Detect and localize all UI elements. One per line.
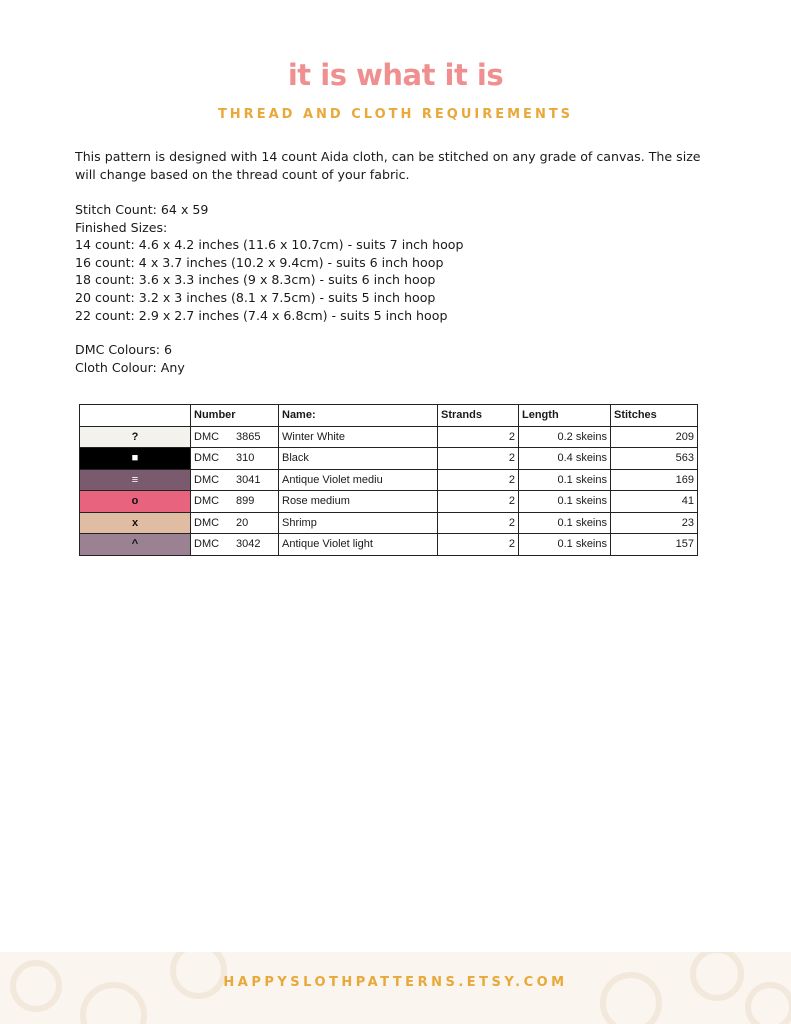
- strands-cell: 2: [438, 469, 519, 491]
- symbol-swatch: [80, 491, 191, 513]
- dmc-colours: DMC Colours: 6: [75, 342, 173, 357]
- header-name: Name:: [279, 405, 438, 427]
- table-row: [80, 491, 698, 513]
- header-symbol: [80, 405, 191, 427]
- symbol-swatch: [80, 426, 191, 448]
- symbol-glyph: o: [131, 495, 139, 508]
- size-line: 20 count: 3.2 x 3 inches (8.1 x 7.5cm) - suits 5 inch hoop: [75, 289, 436, 305]
- stitches-cell: 169: [611, 469, 698, 491]
- dmc-code: 20: [236, 516, 249, 529]
- colour-info: [75, 341, 185, 376]
- table-row: [80, 448, 698, 470]
- table-row: [80, 512, 698, 534]
- cloth-colour: Cloth Colour: Any: [75, 359, 185, 375]
- dmc-code: 310: [236, 452, 255, 465]
- dmc-code: 3865: [236, 430, 261, 443]
- thread-name: Antique Violet mediu: [279, 469, 438, 491]
- strands-cell: 2: [438, 491, 519, 513]
- brand-label: DMC: [194, 473, 220, 486]
- strands-cell: 2: [438, 534, 519, 556]
- table-row: [80, 426, 698, 448]
- thread-name: Antique Violet light: [279, 534, 438, 556]
- symbol-swatch: [80, 448, 191, 470]
- header-stitches: Stitches: [611, 405, 698, 427]
- symbol-glyph: ≡: [131, 473, 139, 486]
- symbol-glyph: ■: [131, 452, 139, 465]
- number-cell: [191, 426, 279, 448]
- stitches-cell: 209: [611, 426, 698, 448]
- table-row: [80, 534, 698, 556]
- dmc-code: 3042: [236, 538, 261, 551]
- length-cell: 0.1 skeins: [519, 469, 611, 491]
- symbol-swatch: [80, 534, 191, 556]
- strands-cell: 2: [438, 512, 519, 534]
- symbol-glyph: ?: [131, 430, 139, 443]
- brand-label: DMC: [194, 538, 220, 551]
- strands-cell: 2: [438, 426, 519, 448]
- size-line: 18 count: 3.6 x 3.3 inches (9 x 8.3cm) - suits 6 inch hoop: [75, 272, 436, 288]
- stitches-cell: 157: [611, 534, 698, 556]
- number-cell: [191, 491, 279, 513]
- number-cell: [191, 512, 279, 534]
- header-number: Number: [191, 405, 279, 427]
- symbol-swatch: [80, 512, 191, 534]
- size-line: 14 count: 4.6 x 4.2 inches (11.6 x 10.7cm) - suits 7 inch hoop: [75, 237, 464, 253]
- dmc-code: 3041: [236, 473, 261, 486]
- thread-name: Winter White: [279, 426, 438, 448]
- number-cell: [191, 534, 279, 556]
- thread-table: [79, 404, 698, 556]
- length-cell: 0.2 skeins: [519, 426, 611, 448]
- thread-name: Rose medium: [279, 491, 438, 513]
- intro-paragraph: This pattern is designed with 14 count Aida cloth, can be stitched on any grade of canvas. The size will change based on the thread count of your fabric.: [75, 149, 701, 182]
- stitches-cell: 23: [611, 512, 698, 534]
- thread-name: Black: [279, 448, 438, 470]
- brand-label: DMC: [194, 430, 220, 443]
- brand-label: DMC: [194, 516, 220, 529]
- symbol-glyph: ^: [131, 538, 139, 551]
- number-cell: [191, 469, 279, 491]
- header-length: Length: [519, 405, 611, 427]
- thread-name: Shrimp: [279, 512, 438, 534]
- length-cell: 0.1 skeins: [519, 534, 611, 556]
- stitches-cell: 563: [611, 448, 698, 470]
- stitch-count: Stitch Count: 64 x 59: [75, 202, 209, 217]
- strands-cell: 2: [438, 448, 519, 470]
- header-strands: Strands: [438, 405, 519, 427]
- section-subtitle: THREAD AND CLOTH REQUIREMENTS: [217, 107, 574, 122]
- symbol-glyph: x: [131, 516, 139, 529]
- length-cell: 0.1 skeins: [519, 512, 611, 534]
- length-cell: 0.1 skeins: [519, 491, 611, 513]
- stitches-cell: 41: [611, 491, 698, 513]
- size-line: 22 count: 2.9 x 2.7 inches (7.4 x 6.8cm) - suits 5 inch hoop: [75, 307, 448, 323]
- footer-url: HAPPYSLOTHPATTERNS.ETSY.COM: [223, 975, 568, 990]
- number-cell: [191, 448, 279, 470]
- page-title: it is what it is: [287, 58, 504, 92]
- symbol-swatch: [80, 469, 191, 491]
- table-header-row: [80, 405, 698, 427]
- brand-label: DMC: [194, 452, 220, 465]
- length-cell: 0.4 skeins: [519, 448, 611, 470]
- dmc-code: 899: [236, 495, 255, 508]
- size-line: 16 count: 4 x 3.7 inches (10.2 x 9.4cm) - suits 6 inch hoop: [75, 254, 444, 270]
- finished-sizes-label: Finished Sizes:: [75, 219, 168, 235]
- brand-label: DMC: [194, 495, 220, 508]
- table-row: [80, 469, 698, 491]
- size-info: [75, 201, 715, 324]
